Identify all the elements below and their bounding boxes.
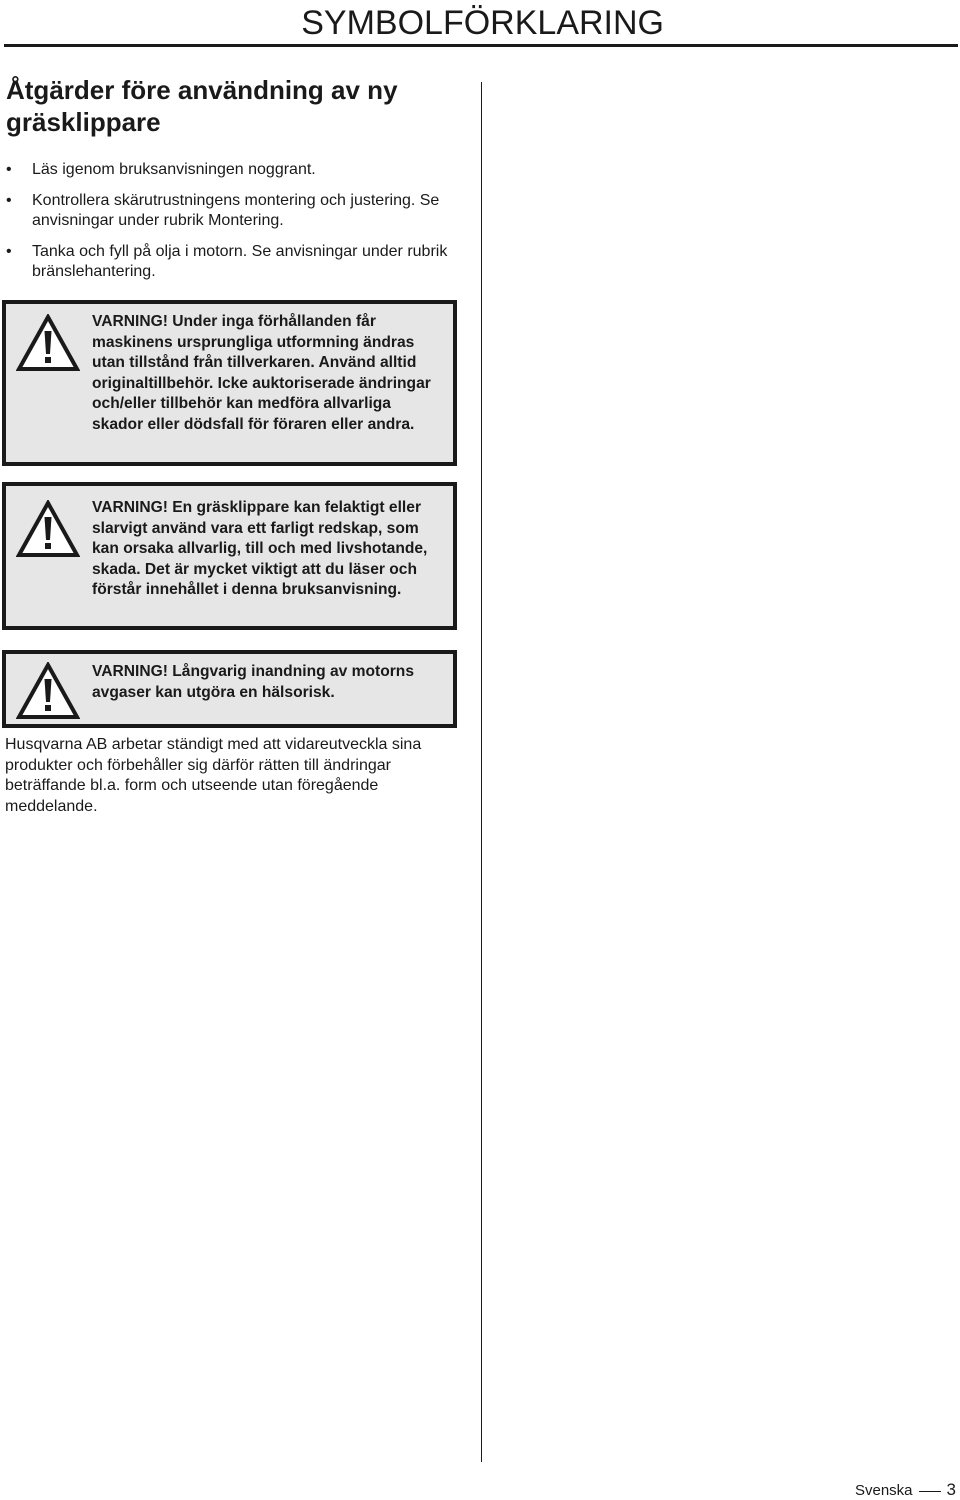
list-item-text: Kontrollera skärutrustningens montering och justering. Se anvisningar under rubrik Montering. [32,192,440,229]
warning-triangle-icon [16,314,80,372]
footer-dash [919,1491,941,1492]
page-footer [855,1480,956,1500]
warning-text: VARNING! Under inga förhållanden får maskinens ursprungliga utformning ändras utan tillstånd från tillverkaren. Använd alltid originaltillbehör. Icke auktoriserade ändringar och/eller tillbehör kan medföra allvarliga skador eller dödsfall för föraren eller andra. [92,313,431,433]
list-item-text: Tanka och fyll på olja i motorn. Se anvisningar under rubrik bränslehantering. [32,243,448,280]
warning-box-danger [2,482,457,630]
list-item [6,191,458,231]
left-column [6,74,458,293]
warning-box-modification [2,300,457,466]
bullet-icon: • [6,161,12,178]
list-item-text: Läs igenom bruksanvisningen noggrant. [32,161,316,178]
page-title: SYMBOLFÖRKLARING [301,4,664,42]
list-item [6,242,458,282]
footer-language: Svenska [854,1482,913,1499]
list-item [6,160,458,180]
section-heading [6,74,458,138]
disclaimer-text: Husqvarna AB arbetar ständigt med att vidareutveckla sina produkter och förbehåller sig därför rätten till ändringar beträffande bl.a. form och utseende utan föregående meddelande. [5,736,422,815]
warning-box-exhaust [2,650,457,728]
section-heading-line1: Åtgärder före användning av ny [6,75,398,105]
header-rule [4,44,958,47]
column-divider [481,82,482,1462]
warning-triangle-icon [16,662,80,720]
instruction-list [6,160,458,282]
bullet-icon: • [6,243,12,260]
page-number: 3 [946,1480,956,1499]
warning-text: VARNING! Långvarig inandning av motorns avgaser kan utgöra en hälsorisk. [92,663,415,701]
warning-text: VARNING! En gräsklippare kan felaktigt eller slarvigt använd vara ett farligt redskap, som kan orsaka allvarlig, till och med livshotande, skada. Det är mycket viktigt att du läser och förstår innehållet i denna bruksanvisning. [92,499,428,599]
page-header [0,0,960,48]
warning-triangle-icon [16,500,80,558]
section-heading-line2: gräsklippare [6,107,161,137]
bullet-icon: • [6,192,12,209]
